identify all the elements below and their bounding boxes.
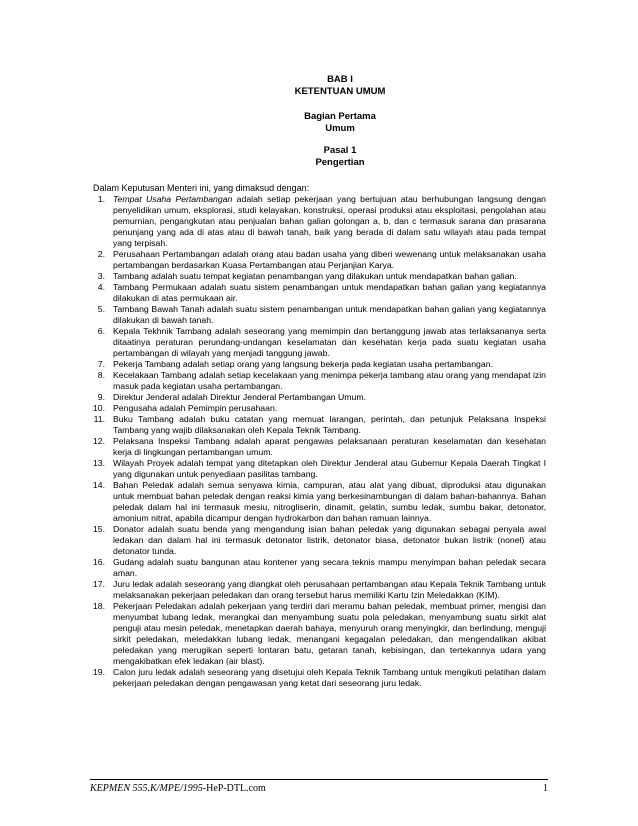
definition-item bbox=[93, 249, 546, 271]
item-number: 11. bbox=[93, 414, 105, 424]
definition-item bbox=[93, 359, 546, 370]
part-title: Umum bbox=[325, 123, 355, 134]
footer-decree: KEPMEN 555.K/MPE/1995 bbox=[90, 783, 203, 794]
part-heading bbox=[0, 111, 638, 135]
page-footer bbox=[90, 779, 548, 794]
item-number: 2. bbox=[97, 249, 105, 259]
definition-item bbox=[93, 326, 546, 359]
definition-item bbox=[93, 414, 546, 436]
item-number: 1. bbox=[97, 194, 105, 204]
item-text: Kepala Tekhnik Tambang adalah seseorang yang memimpin dan bertanggung jawab atas terlaksananya serta ditaatinya peraturan perundang-undangan keselamatan dan kesehatan kerja pada suatu kegiatan usaha pertambangan di wilayah yang menjadi tanggung jawab. bbox=[113, 326, 546, 358]
definition-item bbox=[93, 282, 546, 304]
definition-item bbox=[93, 194, 546, 249]
definition-item bbox=[93, 601, 546, 667]
item-number: 19. bbox=[92, 667, 105, 677]
definition-item bbox=[93, 557, 546, 579]
article-title: Pengertian bbox=[315, 157, 365, 168]
definition-list bbox=[93, 194, 546, 689]
article-heading bbox=[0, 145, 638, 169]
item-text: Pelaksana Inspeksi Tambang adalah aparat pengawas pelaksanaan peraturan keselamatan dan kesehatan kerja di lingkungan pertambangan umum. bbox=[113, 436, 546, 457]
item-number: 7. bbox=[97, 359, 105, 369]
item-text: Kecelakaan Tambang adalah setiap kecelakaan yang menimpa pekerja tambang atau orang yang mendapat izin masuk pada kegiatan usaha pertambangan. bbox=[113, 370, 546, 391]
item-text: Perusahaan Pertambangan adalah orang atau badan usaha yang diberi wewenang untuk melaksanakan usaha pertambangan berdasarkan Kuasa Pertambangan atau Perjanjian Karya. bbox=[113, 249, 546, 270]
item-number: 14. bbox=[92, 480, 105, 490]
item-number: 12. bbox=[92, 436, 105, 446]
part-number: Bagian Pertama bbox=[304, 111, 376, 122]
footer-source bbox=[90, 783, 266, 794]
article-number: Pasal 1 bbox=[323, 145, 357, 156]
footer-site: -HeP-DTL.com bbox=[202, 783, 266, 794]
item-text: Bahan Peledak adalah semua senyawa kimia, campuran, atau alat yang dibuat, diproduksi atau digunakan untuk membuat bahan peledak dengan reaksi kimia yang berkesinambungan di dalam bahan-bahannya. Bahan peledak dalam hal ini termasuk mesiu, nitrogliserin, dinamit, gelatin, sumbu ledak, sumbu bakar, detonator, amonium nitrat, apabila dicampur dengan hydrokarbon dan bahan ramuan lainnya. bbox=[113, 480, 546, 523]
item-text: Tambang Bawah Tanah adalah suatu sistem penambangan untuk mendapatkan bahan galian yang kegiatannya dilakukan di bawah tanah. bbox=[113, 304, 546, 325]
item-number: 3. bbox=[97, 271, 105, 281]
item-text: Juru ledak adalah seseorang yang diangkat oleh perusahaan pertambangan atau Kepala Teknik Tambang untuk melaksanakan pekerjaan peledakan dan orang tersebut harus memiliki Kartu Izin Meledakkan (KIM). bbox=[113, 579, 546, 600]
definition-item bbox=[93, 579, 546, 601]
definition-item bbox=[93, 524, 546, 557]
item-number: 8. bbox=[97, 370, 105, 380]
definition-item bbox=[93, 667, 546, 689]
item-text: Gudang adalah suatu bangunan atau kontener yang secara teknis mampu menyimpan bahan peledak secara aman. bbox=[113, 557, 546, 578]
chapter-number: BAB I bbox=[327, 74, 353, 85]
item-text: Donator adalah suatu benda yang mengandung isian bahan peledak yang digunakan sebagai penyala awal ledakan dan dalam hal ini termasuk detonator listrik, detonator biasa, detonator bukan listrik (nonel) atau detonator tunda. bbox=[113, 524, 546, 556]
chapter-heading bbox=[0, 74, 638, 98]
item-number: 6. bbox=[97, 326, 105, 336]
item-text: Pekerja Tambang adalah setiap orang yang langsung bekerja pada kegiatan usaha pertambangan. bbox=[113, 359, 493, 369]
definition-item bbox=[93, 480, 546, 524]
item-number: 9. bbox=[97, 392, 105, 402]
item-number: 15. bbox=[92, 524, 105, 534]
item-number: 18. bbox=[92, 601, 105, 611]
item-number: 13. bbox=[92, 458, 105, 468]
definition-item bbox=[93, 403, 546, 414]
item-text: adalah setiap pekerjaan yang bertujuan atau berhubungan langsung dengan penyelidikan umum, eksplorasi, studi kelayakan, konstruksi, operasi produksi atau eksploitasi, pengolahan atau pemurnian, pengangkutan atau penjualan bahan galian golongan a, b, dan c termasuk sarana dan prasarana penunjang yang ada di atas atau di bawah tanah, baik yang berada di dalam satu wilayah atau pada tempat yang terpisah. bbox=[113, 194, 546, 248]
item-text: Buku Tambang adalah buku catatan yang memuat larangan, perintah, dan petunjuk Pelaksana Inspeksi Tambang yang wajib dilaksanakan oleh Kepala Teknik Tambang. bbox=[113, 414, 546, 435]
definition-item bbox=[93, 370, 546, 392]
item-text: Direktur Jenderal adalah Direktur Jenderal Pertambangan Umum. bbox=[113, 392, 367, 402]
item-text: Wilayah Proyek adalah tempat yang ditetapkan oleh Direktur Jenderal atau Gubernur Kepala Daerah Tingkat I yang digunakan untuk penyediaan pasilitas tambang. bbox=[113, 458, 546, 479]
definition-item bbox=[93, 458, 546, 480]
item-text: Tambang adalah suatu tempat kegiatan penambangan yang dilakukan untuk mendapatkan bahan galian. bbox=[113, 271, 517, 281]
intro-text: Dalam Keputusan Menteri ini, yang dimaksud dengan: bbox=[93, 183, 310, 193]
item-text: Pekerjaan Peledakan adalah pekerjaan yang terdiri dari meramu bahan peledak, membuat primer, mengisi dan menyumbat lubang ledak, merangkai dan menyambung suatu pola peledakan, menyambung suatu sirkit alat penguji atau mesin peledak, menetapkan daerah bahaya, menyuruh orang menyingkir, dan berlindung, menguji sirkit peledakan, meledakkan lubang ledak, menangani kegagalan peledakan, dan mengendalikan akibat peledakan yang merugikan seperti lontaran batu, getaran tanah, kebisingan, dan tertekannya udara yang mengakibatkan efek ledakan (air blast). bbox=[113, 601, 546, 666]
page-number: 1 bbox=[543, 783, 548, 794]
definition-item bbox=[93, 392, 546, 403]
item-number: 16. bbox=[92, 557, 105, 567]
item-number: 17. bbox=[92, 579, 105, 589]
definition-item bbox=[93, 304, 546, 326]
chapter-title: KETENTUAN UMUM bbox=[294, 86, 386, 97]
item-number: 4. bbox=[97, 282, 105, 292]
item-number: 10. bbox=[92, 403, 105, 413]
item-text: Tambang Permukaan adalah suatu sistem penambangan untuk mendapatkan bahan galian yang kegiatannya dilakukan di atas permukaan air. bbox=[113, 282, 546, 303]
definition-item bbox=[93, 271, 546, 282]
definition-item bbox=[93, 436, 546, 458]
item-number: 5. bbox=[97, 304, 105, 314]
item-text: Pengusaha adalah Pemimpin perusahaan. bbox=[113, 403, 278, 413]
item-term: Tempat Usaha Pertambangan bbox=[113, 194, 233, 204]
item-text: Calon juru ledak adalah seseorang yang disetujui oleh Kepala Teknik Tambang untuk mengikuti pelatihan dalam pekerjaan peledakan dengan pengawasan yang ketat dari seseorang juru ledak. bbox=[113, 667, 546, 688]
